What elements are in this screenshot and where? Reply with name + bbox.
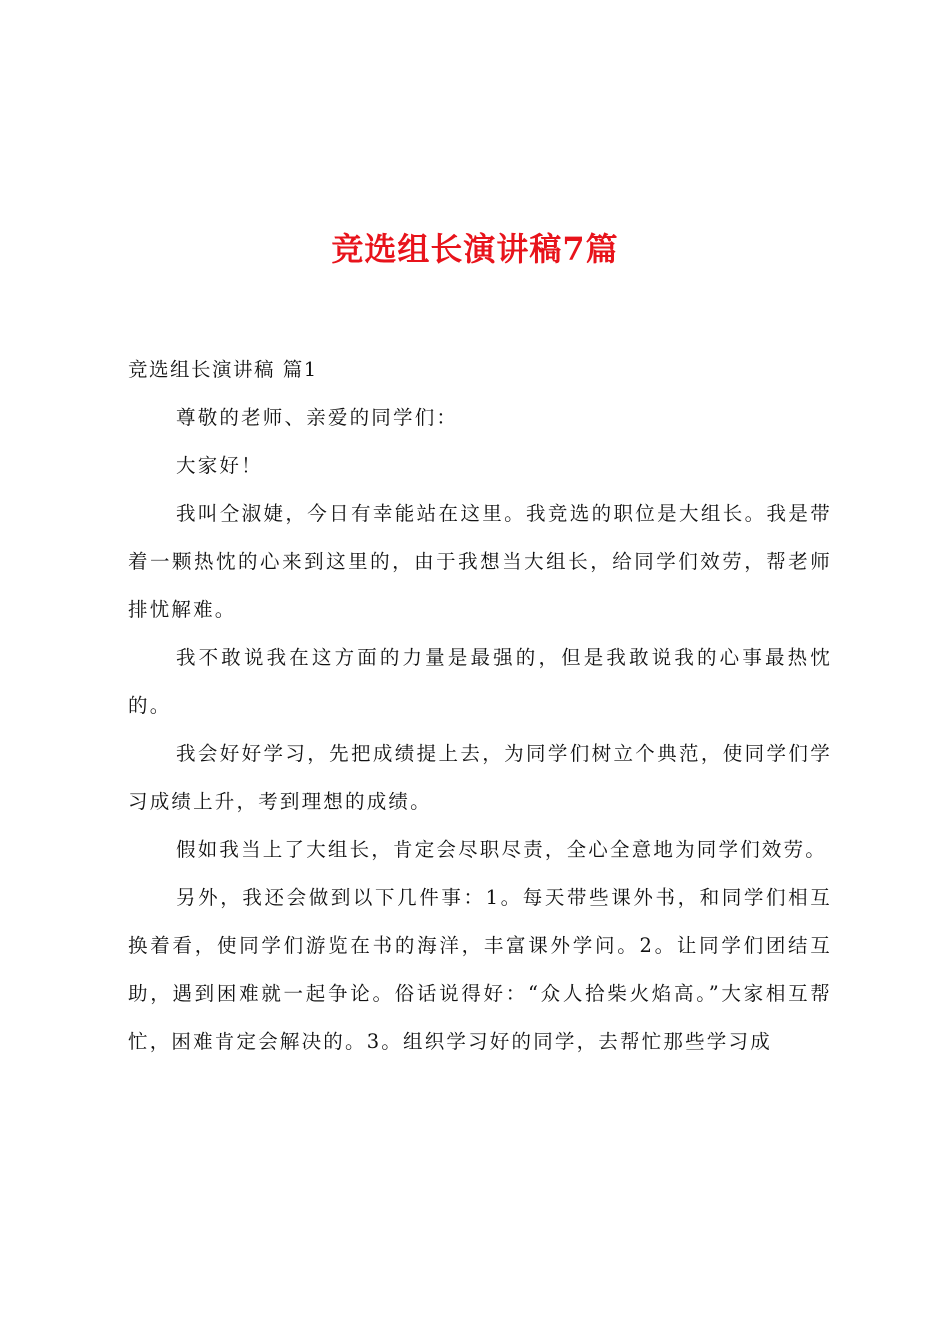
paragraph: 我不敢说我在这方面的力量是最强的，但是我敢说我的心事最热忱的。 <box>128 646 832 717</box>
paragraph: 我叫仝淑婕，今日有幸能站在这里。我竞选的职位是大组长。我是带着一颗热忱的心来到这里的，由于我想当大组长，给同学们效劳，帮老师排忧解难。 <box>128 502 832 621</box>
paragraph-greeting: 大家好！ <box>176 454 263 477</box>
paragraph: 另外，我还会做到以下几件事：1。每天带些课外书，和同学们相互换着看，使同学们游览在书的海洋，丰富课外学问。2。让同学们团结互助，遇到困难就一起争论。俗话说得好：“众人拾柴火焰高。”大家相互帮忙，困难肯定会解决的。3。组织学习好的同学，去帮忙那些学习成 <box>128 886 832 1053</box>
document-title: 竞选组长演讲稿7篇 <box>331 230 619 269</box>
paragraph: 假如我当上了大组长，肯定会尽职尽责，全心全意地为同学们效劳。 <box>176 838 828 861</box>
document-body <box>128 346 832 1066</box>
section-heading: 竞选组长演讲稿 篇1 <box>128 358 318 381</box>
paragraph-salutation: 尊敬的老师、亲爱的同学们： <box>176 406 459 429</box>
paragraph: 我会好好学习，先把成绩提上去，为同学们树立个典范，使同学们学习成绩上升，考到理想的成绩。 <box>128 742 832 813</box>
